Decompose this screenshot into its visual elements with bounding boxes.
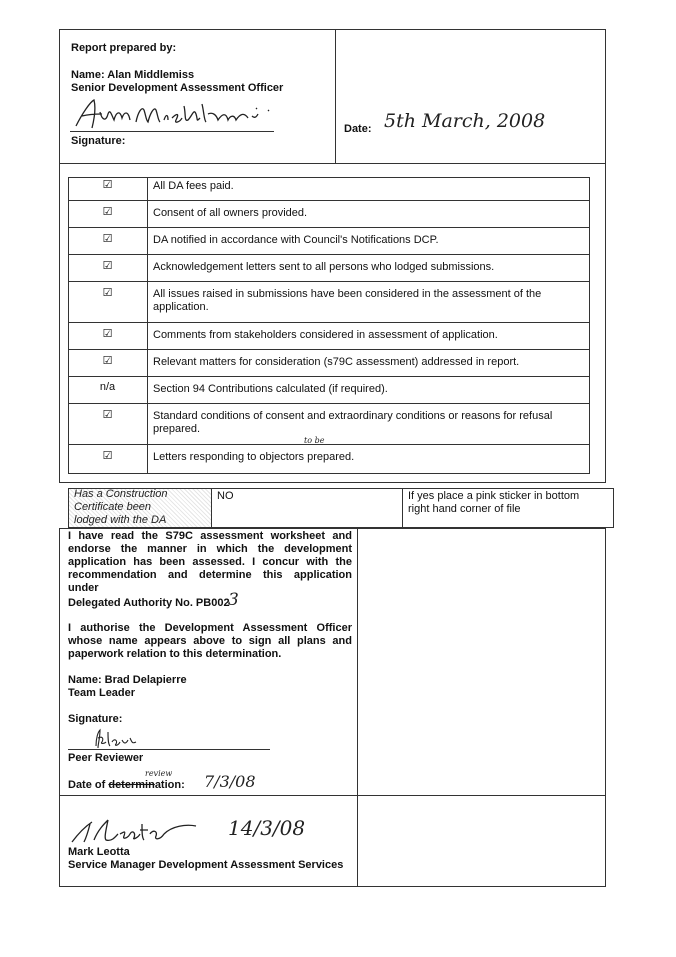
preparer-name: Name: Alan Middlemiss — [71, 69, 195, 81]
row-divider — [68, 281, 590, 282]
checklist-item-text: All issues raised in submissions have been considered in the assessment of the application. — [153, 288, 542, 313]
delegated-handwritten: 3 — [228, 590, 239, 610]
team-leader-signature-label: Signature: — [68, 713, 123, 725]
checklist-item-text: Acknowledgement letters sent to all persons who lodged submissions. — [153, 261, 495, 273]
row-divider — [68, 403, 590, 404]
checklist-column-divider — [147, 177, 148, 474]
construction-divider-2 — [402, 488, 403, 528]
checkbox-section-94[interactable]: n/a — [99, 381, 116, 393]
date-suffix: ation: — [154, 779, 185, 791]
row-divider — [68, 254, 590, 255]
manager-signature — [68, 816, 208, 846]
peer-signature-line — [68, 749, 270, 750]
row-divider — [68, 227, 590, 228]
checkbox-relevant-matters[interactable]: ☑ — [102, 355, 113, 367]
date-struck: determin — [108, 779, 155, 791]
handwritten-insert-to-be: to be — [304, 436, 325, 445]
row-divider — [68, 376, 590, 377]
checkbox-standard-conditions[interactable]: ☑ — [102, 409, 113, 421]
checkbox-all-da-fees[interactable]: ☑ — [102, 179, 113, 191]
manager-divider — [59, 795, 606, 796]
checkbox-issues-considered[interactable]: ☑ — [102, 287, 113, 299]
row-divider — [68, 200, 590, 201]
manager-title: Service Manager Development Assessment Services — [68, 859, 344, 871]
checklist-item-text: Letters responding to objectors prepared. — [153, 451, 355, 463]
preparer-signature-label: Signature: — [71, 135, 126, 147]
peer-reviewer-label: Peer Reviewer — [68, 752, 144, 764]
construction-answer: NO — [217, 490, 234, 502]
endorsement-divider — [357, 528, 358, 887]
report-divider — [335, 29, 336, 164]
manager-handwritten-date: 14/3/08 — [228, 816, 306, 840]
team-leader-role: Team Leader — [68, 687, 136, 699]
checklist-item-text: Standard conditions of consent and extraordinary conditions or reasons for refusal prepared. — [153, 410, 553, 435]
checkbox-stakeholder-comments[interactable]: ☑ — [102, 328, 113, 340]
date-insert-review: review — [145, 769, 173, 778]
row-divider — [68, 444, 590, 445]
team-leader-signature — [92, 728, 142, 750]
checklist-item-text: DA notified in accordance with Council's Notifications DCP. — [153, 234, 439, 246]
checklist-item-text: Relevant matters for consideration (s79C assessment) addressed in report. — [153, 356, 520, 368]
endorsement-paragraph: I have read the S79C assessment worksheet and endorse the manner in which the development application has been assessed. I concur with the recommendation and determine this application under — [68, 530, 352, 594]
checklist-item-text: Comments from stakeholders considered in assessment of application. — [153, 329, 498, 341]
checkbox-consent-owners[interactable]: ☑ — [102, 206, 113, 218]
delegated-authority: Delegated Authority No. PB002 — [68, 597, 230, 609]
manager-name: Mark Leotta — [68, 846, 130, 858]
date-label: Date: — [344, 123, 372, 135]
checklist-item-text: All DA fees paid. — [153, 180, 234, 192]
prepared-by-label: Report prepared by: — [71, 42, 177, 54]
row-divider — [68, 322, 590, 323]
date-of-determination-label — [68, 779, 185, 792]
team-leader-name: Name: Brad Delapierre — [68, 674, 187, 686]
checklist-item-text: Consent of all owners provided. — [153, 207, 308, 219]
checkbox-ack-letters[interactable]: ☑ — [102, 260, 113, 272]
checklist-item-text: Section 94 Contributions calculated (if required). — [153, 383, 388, 395]
construction-question: Has a Construction Certificate been lodged with the DA — [74, 488, 168, 526]
date-prefix: Date of — [68, 779, 109, 791]
date-value: 5th March, 2008 — [384, 110, 546, 132]
checkbox-letters-objectors[interactable]: ☑ — [102, 450, 113, 462]
signature-line — [70, 131, 274, 132]
construction-note: If yes place a pink sticker in bottom right hand corner of file — [408, 490, 580, 515]
row-divider — [68, 349, 590, 350]
preparer-signature — [72, 96, 282, 132]
checkbox-da-notified[interactable]: ☑ — [102, 233, 113, 245]
authorise-paragraph: I authorise the Development Assessment Officer whose name appears above to sign all plans and paperwork relation to this determination. — [68, 622, 352, 660]
determination-date-value: 7/3/08 — [204, 772, 256, 791]
construction-divider-1 — [211, 488, 212, 528]
preparer-title: Senior Development Assessment Officer — [71, 82, 284, 94]
